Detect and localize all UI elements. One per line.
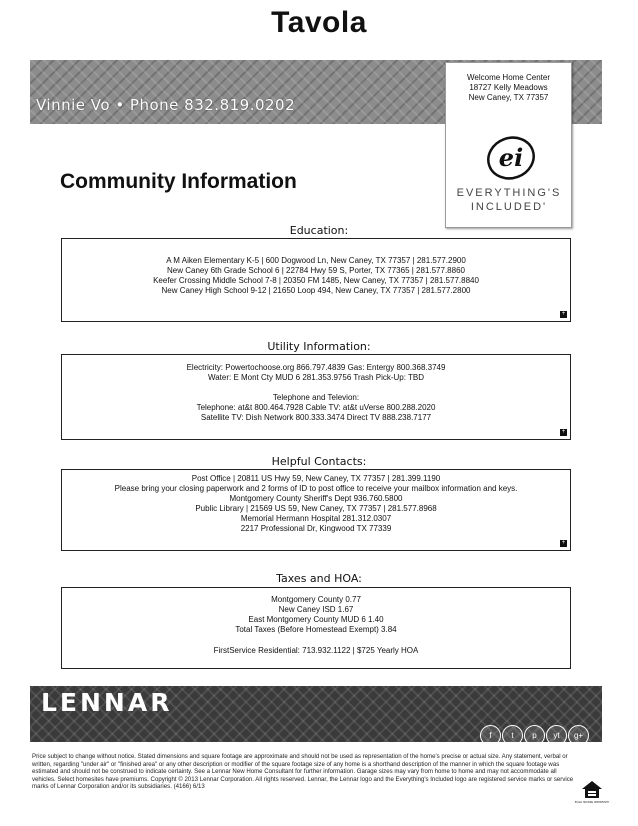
list-item: Telephone: at&t 800.464.7928 Cable TV: at&t uVerse 800.288.2020: [196, 403, 436, 412]
welcome-line: New Caney, TX 77357: [468, 93, 549, 102]
twitter-icon[interactable]: t: [502, 725, 523, 746]
welcome-address: [446, 73, 571, 103]
brand-line-2: INCLUDED': [470, 201, 548, 213]
list-item: Please bring your closing paperwork and 2 forms of ID to post office to receive your mailbox information and keys.: [114, 484, 518, 493]
welcome-center-card: [445, 62, 572, 228]
utility-list: [62, 355, 570, 423]
list-item: East Montgomery County MUD 6 1.40: [248, 615, 384, 624]
list-item: Post Office | 20811 US Hwy 59, New Caney, TX 77357 | 281.399.1190: [191, 474, 441, 483]
expand-icon[interactable]: +: [561, 429, 566, 435]
list-item: 2217 Professional Dr, Kingwood TX 77339: [240, 524, 392, 533]
list-item: Public Library | 21569 US 59, New Caney, TX 77357 | 281.577.8968: [195, 504, 437, 513]
taxes-list: [62, 588, 570, 656]
agent-contact: Vinnie Vo • Phone 832.819.0202: [36, 96, 296, 114]
expand-icon[interactable]: +: [561, 311, 566, 317]
expand-icon[interactable]: +: [561, 540, 566, 546]
list-item: Memorial Hermann Hospital 281.312.0307: [240, 514, 392, 523]
list-item: New Caney ISD 1.67: [278, 605, 354, 614]
everythings-included-logo: [486, 135, 536, 181]
contacts-box: [61, 469, 571, 551]
list-item: New Caney 6th Grade School 6 | 22784 Hwy 59 S, Porter, TX 77365 | 281.577.8860: [167, 266, 465, 275]
equal-housing-icon: [574, 780, 610, 806]
contacts-list: [62, 470, 570, 534]
facebook-icon[interactable]: f: [480, 725, 501, 746]
lennar-logo: LENNAR: [41, 688, 173, 717]
taxes-box: [61, 587, 571, 669]
list-item: A M Aiken Elementary K-5 | 600 Dogwood Ln, New Caney, TX 77357 | 281.577.2900: [166, 256, 466, 265]
list-item: Montgomery County Sheriff's Dept 936.760.5800: [229, 494, 403, 503]
list-item: Keefer Crossing Middle School 7-8 | 20350 FM 1485, New Caney, TX 77357 | 281.577.8840: [153, 276, 479, 285]
disclaimer-text: Price subject to change without notice. Stated dimensions and square footage are approximate and should not be used as representation of the home's precise or actual size. Any statement, verbal or written, regarding "under air" or "finished area" or any other description or modifier of the square footage size of any home is a shorthand description of the manner in which the square footage was estimated and should not be construed to indicate certainty. See a Lennar New Home Consultant for further information. Garage sizes may vary from home to home and may not accommodate all vehicles. Select homesites have premiums. Copyright © 2013 Lennar Corporation. All rights reserved. Lennar, the Lennar logo and the Everything's Included logo are registered service marks or service marks of Lennar Corporation and/or its subsidiaries. (4166) 6/13: [32, 753, 574, 791]
list-item: FirstService Residential: 713.932.1122 | $725 Yearly HOA: [213, 646, 419, 655]
list-item: [62, 635, 570, 646]
everythings-included-text: [450, 186, 568, 214]
education-list: [62, 239, 570, 296]
list-item: New Caney High School 9-12 | 21650 Loop 494, New Caney, TX 77357 | 281.577.2800: [161, 286, 471, 295]
list-item: Satellite TV: Dish Network 800.333.3474 Direct TV 888.238.7177: [200, 413, 432, 422]
list-item: [62, 383, 570, 393]
brand-line-1: EVERYTHING'S: [456, 187, 562, 199]
list-item: Water: E Mont Cty MUD 6 281.353.9756 Trash Pick-Up: TBD: [207, 373, 425, 382]
pinterest-icon[interactable]: p: [524, 725, 545, 746]
google-plus-icon[interactable]: g+: [568, 725, 589, 746]
list-item: Electricity: Powertochoose.org 866.797.4839 Gas: Entergy 800.368.3749: [186, 363, 446, 372]
education-title: Education:: [289, 224, 349, 237]
welcome-line: 18727 Kelly Meadows: [469, 83, 548, 92]
contacts-title: Helpful Contacts:: [271, 455, 367, 468]
page-title: Tavola: [271, 6, 367, 39]
list-item: Montgomery County 0.77: [271, 595, 361, 604]
list-item: Telephone and Televion:: [272, 393, 360, 402]
community-heading: Community Information: [60, 170, 297, 193]
ei-logo-text: ei: [498, 143, 524, 172]
list-item: Total Taxes (Before Homestead Exempt) 3.84: [235, 625, 397, 634]
utility-box: [61, 354, 571, 440]
youtube-icon[interactable]: yt: [546, 725, 567, 746]
education-box: [61, 238, 571, 322]
utility-title: Utility Information:: [267, 340, 371, 353]
welcome-line: Welcome Home Center: [467, 73, 550, 82]
taxes-title: Taxes and HOA:: [276, 572, 362, 585]
eho-label: EQUAL HOUSING OPPORTUNITY: [574, 801, 610, 804]
